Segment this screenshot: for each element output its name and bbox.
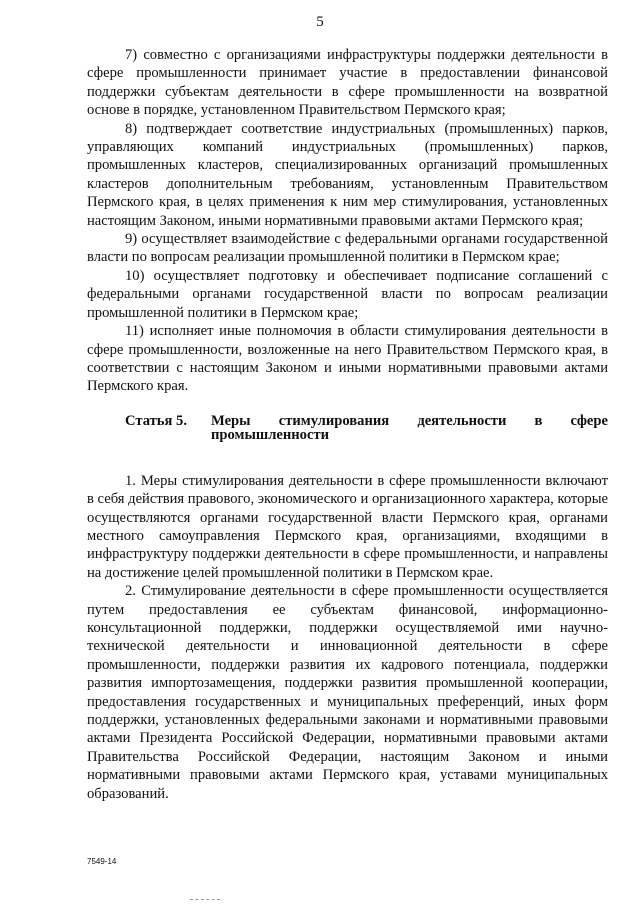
paragraph-item-11: 11) исполняет иные полномочия в области стимулирования деятельности в сфере промышленности, возложенные на него Правительством Пермского края, в соответствии с настоящим Законом и иными нормативными правовыми актами Пермского края. (87, 323, 608, 395)
article-title: Меры стимулирования деятельности в сфере промышленности (211, 412, 608, 443)
document-code: 7549-14 (87, 857, 117, 866)
paragraph-item-10: 10) осуществляет подготовку и обеспечивает подписание соглашений с федеральными органами государственной власти по вопросам реализации промышленной политики в Пермском крае; (87, 267, 608, 321)
page-number: 5 (316, 14, 324, 30)
paragraph-item-8: 8) подтверждает соответствие индустриальных (промышленных) парков, управляющих компаний индустриальных (промышленных) парков, промышленных кластеров, специализированных организаций промышленных кластеров дополнительным требованиям, установленным Правительством Пермского края, в целях применения к ним мер стимулирования, установленных настоящим Законом, иными нормативными правовыми актами Пермского края; (87, 120, 608, 229)
article-paragraph-1: 1. Меры стимулирования деятельности в сфере промышленности включают в себя действия правового, экономического и организационного характера, которые осуществляются органами государственной власти Пермского края, органами местного самоуправления Пермского края, организациями, входящими в инфраструктуру поддержки деятельности в сфере промышленности, и направлены на достижение целей промышленной политики в Пермском крае. (87, 472, 608, 581)
document-body (87, 46, 608, 803)
article-paragraph-2: 2. Стимулирование деятельности в сфере промышленности осуществляется путем предоставления ее субъектам финансовой, информационно-консультационной поддержки, поддержки осуществляемой ими научно-технической деятельности и инновационной деятельности в сфере промышленности, поддержки развития их кадрового потенциала, поддержки развития импортозамещения, поддержки развития промышленной кооперации, предоставления государственных и муниципальных преференций, иных форм поддержки, установленных федеральными законами и нормативными правовыми актами Президента Российской Федерации, нормативными правовыми актами Правительства Российской Федерации, настоящим Законом и иными нормативными правовыми актами Пермского края, уставами муниципальных образований. (87, 583, 608, 802)
article-heading (87, 414, 608, 442)
paragraph-item-7: 7) совместно с организациями инфраструктуры поддержки деятельности в сфере промышленности принимает участие в предоставлении финансовой поддержки субъектам деятельности в сфере промышленности на возвратной основе в порядке, установленном Правительством Пермского края; (87, 47, 608, 119)
scan-edge-mark (190, 899, 220, 901)
paragraph-item-9: 9) осуществляет взаимодействие с федеральными органами государственной власти по вопросам реализации промышленной политики в Пермском крае; (87, 231, 608, 266)
article-number: Статья 5. (125, 412, 187, 429)
